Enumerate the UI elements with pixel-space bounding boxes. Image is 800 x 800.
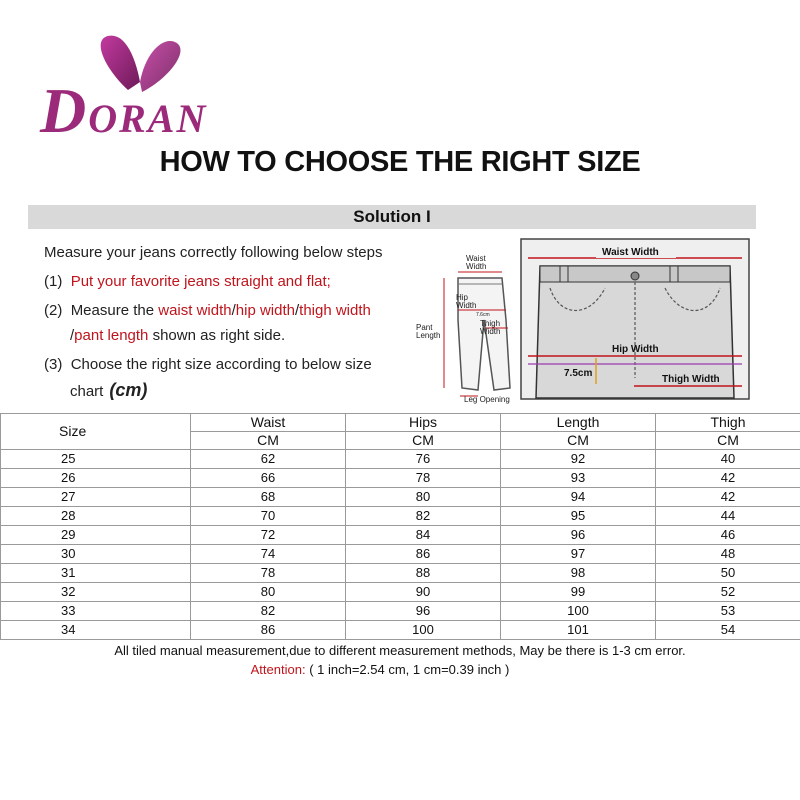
thigh-cell: 40 bbox=[656, 450, 800, 469]
thigh-cell: 42 bbox=[656, 469, 800, 488]
length-cell: 100 bbox=[501, 602, 656, 621]
diagram-length-label: Length bbox=[416, 331, 441, 340]
size-cell: 28 bbox=[1, 507, 191, 526]
table-row bbox=[1, 450, 800, 469]
diagram-hip-width-label: Width bbox=[456, 301, 477, 310]
diagram-leg-opening-label: Leg Opening bbox=[464, 395, 510, 404]
hips-cell: 90 bbox=[346, 583, 501, 602]
unit-label: (cm) bbox=[109, 380, 148, 400]
diagram-pant-label: Pant bbox=[416, 323, 433, 332]
hips-cell: 80 bbox=[346, 488, 501, 507]
step-2-prefix: Measure the bbox=[70, 302, 155, 319]
step-2: (2) Measure the waist width/hip width/thigh width bbox=[44, 302, 371, 319]
diagram-rise-title: 7.5cm bbox=[564, 368, 593, 379]
step-3-continued bbox=[70, 380, 147, 401]
unit-cell: CM bbox=[191, 432, 346, 450]
waist-cell: 62 bbox=[191, 450, 346, 469]
page-title: HOW TO CHOOSE THE RIGHT SIZE bbox=[159, 146, 641, 178]
size-header: Size bbox=[1, 414, 191, 450]
diagram-thigh-width-label: Width bbox=[480, 327, 501, 336]
hips-cell: 84 bbox=[346, 526, 501, 545]
waist-cell: 78 bbox=[191, 564, 346, 583]
size-cell: 27 bbox=[1, 488, 191, 507]
length-cell: 93 bbox=[501, 469, 656, 488]
step-3 bbox=[44, 356, 372, 373]
jeans-photo-diagram bbox=[520, 238, 750, 400]
step-3-chart: chart bbox=[70, 383, 104, 400]
length-cell: 97 bbox=[501, 545, 656, 564]
length-cell: 96 bbox=[501, 526, 656, 545]
step-2-number: (2) bbox=[44, 302, 63, 319]
length-cell: 92 bbox=[501, 450, 656, 469]
step-2-thigh: thigh width bbox=[299, 302, 371, 319]
table-row bbox=[1, 564, 800, 583]
attention-note bbox=[0, 662, 760, 677]
solution-label: Solution I bbox=[353, 207, 431, 226]
unit-cell: CM bbox=[346, 432, 501, 450]
size-cell: 26 bbox=[1, 469, 191, 488]
diagram-thigh-label: Thigh bbox=[480, 319, 501, 328]
logo-initial: D bbox=[40, 75, 89, 146]
thigh-cell: 42 bbox=[656, 488, 800, 507]
step-1-number: (1) bbox=[44, 273, 63, 290]
size-cell: 31 bbox=[1, 564, 191, 583]
diagram-hip-label: Hip bbox=[456, 293, 469, 302]
size-cell: 34 bbox=[1, 621, 191, 640]
logo-rest: ORAN bbox=[88, 96, 208, 141]
step-2-hip: hip width bbox=[235, 302, 295, 319]
attention-label: Attention: bbox=[250, 662, 306, 677]
waist-cell: 82 bbox=[191, 602, 346, 621]
hips-cell: 86 bbox=[346, 545, 501, 564]
brand-logo-text bbox=[40, 74, 207, 148]
hips-cell: 76 bbox=[346, 450, 501, 469]
step-2-suffix: shown as right side. bbox=[152, 327, 286, 344]
size-cell: 30 bbox=[1, 545, 191, 564]
thigh-cell: 46 bbox=[656, 526, 800, 545]
thigh-cell: 53 bbox=[656, 602, 800, 621]
hips-cell: 82 bbox=[346, 507, 501, 526]
measurement-note: All tiled manual measurement,due to different measurement methods, May be there is 1-3 cm error. bbox=[114, 643, 686, 658]
thigh-cell: 50 bbox=[656, 564, 800, 583]
thigh-cell: 44 bbox=[656, 507, 800, 526]
size-cell: 29 bbox=[1, 526, 191, 545]
length-cell: 94 bbox=[501, 488, 656, 507]
table-row bbox=[1, 469, 800, 488]
waist-cell: 86 bbox=[191, 621, 346, 640]
diagram-thigh-width-title: Thigh Width bbox=[662, 374, 720, 385]
table-row bbox=[1, 488, 800, 507]
column-header-hips: Hips bbox=[346, 414, 501, 432]
table-row bbox=[1, 545, 800, 564]
diagram-rise-label: 7.6cm bbox=[476, 312, 490, 318]
solution-bar bbox=[28, 205, 756, 229]
table-row bbox=[1, 621, 800, 640]
size-cell: 32 bbox=[1, 583, 191, 602]
unit-cell: CM bbox=[501, 432, 656, 450]
unit-cell: CM bbox=[656, 432, 800, 450]
table-row bbox=[1, 583, 800, 602]
diagram-hip-width-title: Hip Width bbox=[612, 344, 659, 355]
step-1-text: Put your favorite jeans straight and flat; bbox=[70, 273, 331, 290]
waist-cell: 80 bbox=[191, 583, 346, 602]
hips-cell: 96 bbox=[346, 602, 501, 621]
table-header-row bbox=[1, 414, 800, 432]
diagram-waist-width-title: Waist Width bbox=[602, 247, 659, 258]
waist-cell: 68 bbox=[191, 488, 346, 507]
waist-cell: 66 bbox=[191, 469, 346, 488]
column-header-length: Length bbox=[501, 414, 656, 432]
step-1 bbox=[44, 273, 331, 290]
step-3-number: (3) bbox=[44, 356, 63, 373]
length-cell: 98 bbox=[501, 564, 656, 583]
attention-text: ( 1 inch=2.54 cm, 1 cm=0.39 inch ) bbox=[309, 662, 510, 677]
step-2-waist: waist width bbox=[158, 302, 232, 319]
length-cell: 99 bbox=[501, 583, 656, 602]
thigh-cell: 52 bbox=[656, 583, 800, 602]
column-header-thigh: Thigh bbox=[656, 414, 800, 432]
waist-cell: 70 bbox=[191, 507, 346, 526]
diagram-waist-width-label: Width bbox=[466, 262, 487, 271]
table-row bbox=[1, 602, 800, 621]
thigh-cell: 48 bbox=[656, 545, 800, 564]
table-row bbox=[1, 507, 800, 526]
hips-cell: 88 bbox=[346, 564, 501, 583]
thigh-cell: 54 bbox=[656, 621, 800, 640]
waist-cell: 74 bbox=[191, 545, 346, 564]
size-cell: 25 bbox=[1, 450, 191, 469]
column-header-waist: Waist bbox=[191, 414, 346, 432]
length-cell: 101 bbox=[501, 621, 656, 640]
table-row bbox=[1, 526, 800, 545]
waist-cell: 72 bbox=[191, 526, 346, 545]
jeans-outline-diagram bbox=[414, 250, 524, 405]
step-2-pant: pant length bbox=[74, 327, 149, 344]
size-cell: 33 bbox=[1, 602, 191, 621]
step-3-text: Choose the right size according to below size bbox=[70, 356, 372, 373]
hips-cell: 78 bbox=[346, 469, 501, 488]
step-2-continued: /pant length shown as right side. bbox=[70, 327, 286, 344]
size-chart-table bbox=[0, 413, 800, 640]
instructions-intro: Measure your jeans correctly following below steps bbox=[44, 244, 383, 261]
length-cell: 95 bbox=[501, 507, 656, 526]
diagram-waist-label: Waist bbox=[466, 254, 486, 263]
hips-cell: 100 bbox=[346, 621, 501, 640]
